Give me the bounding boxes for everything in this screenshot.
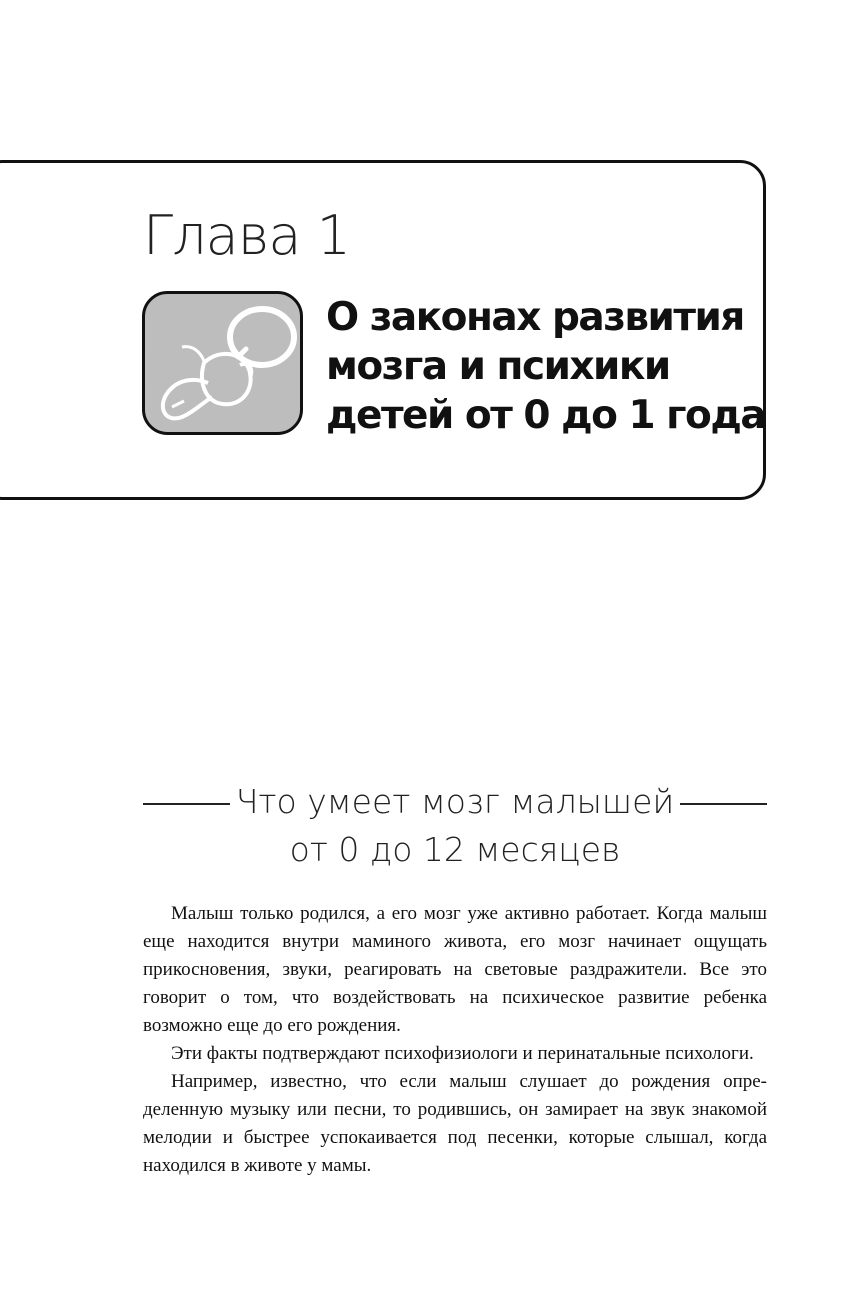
paragraph: Малыш только родился, а его мозг уже активно работает. Когда малыш еще находится внутри маминого живота, его мозг начинает ощущать прикосновения, звуки, реагировать на световые раздражители. Все это говорит о том, что воздействовать на психическое развитие ребенка возможно еще до его рождения. [143,903,767,1036]
chapter-title-line: О законах развития [326,295,744,340]
section-heading-line1: Что умеет мозг малышей [235,782,675,821]
chapter-title-line: детей от 0 до 1 года [326,393,766,438]
chapter-title-line: мозга и психики [326,344,670,389]
chapter-title [326,293,766,440]
paragraph: Например, известно, что если малыш слушает до рождения определенную музыку или песни, то родившись, он замирает на звук знакомой мелодии и быстрее успокаивается под песенки, которые слышал, когда находился в животе у мамы. [143,1071,767,1176]
section-heading-line2: от 0 до 12 месяцев [289,830,621,869]
heading-left-rule [143,803,230,805]
paragraph: Эти факты подтверждают психофизиологи и перинатальные психологи. [171,1043,754,1064]
chapter-label: Глава 1 [143,204,350,267]
pacifier-icon [142,291,303,435]
section-heading [143,778,767,874]
body-text [143,900,767,1180]
heading-right-rule [680,803,767,805]
